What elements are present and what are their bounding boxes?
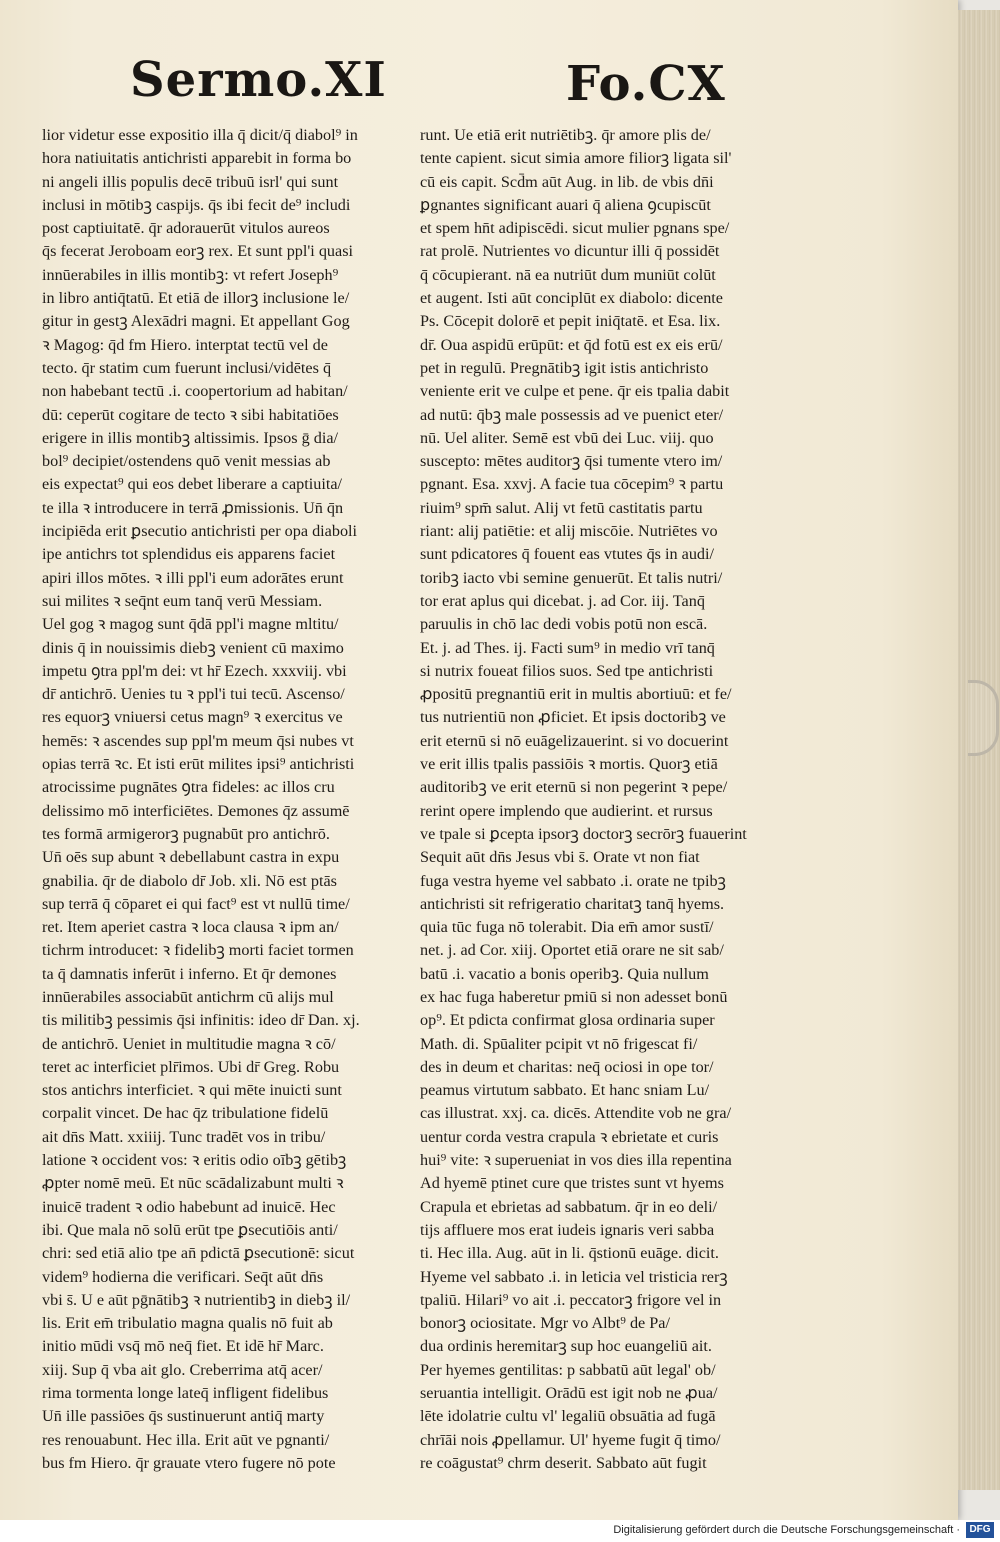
text-line: Et. j. ad Thes. ij. Facti sum⁹ in medio vrī tanq̄ [420, 638, 715, 657]
text-line: des in deum et charitas: neq̄ ociosi in ope tor/ [420, 1057, 714, 1076]
text-line: incipiēda erit ꝑsecutio antichristi per opa diaboli [42, 522, 358, 541]
text-line: ꝓpositū pregnantiū erit in multis abortiuū: et fe/ [420, 685, 732, 704]
text-line: apiri illos mōtes. ꝛ illi ppl'i eum adorātes erunt [42, 568, 344, 587]
text-line: initio mūdi vsq̄ mō neq̄ fiet. Et idē hr̄ Marc. [42, 1337, 324, 1356]
text-line: Per hyemes gentilitas: p sabbatū aūt legal' ob/ [420, 1360, 716, 1379]
text-line: antichristi sit refrigeratio charitatꝫ tanq̄ hyems. [420, 894, 725, 913]
text-line: vbi s̄. U e aūt pḡnātibꝫ ꝛ nutrientibꝫ in diebꝫ il/ [42, 1290, 351, 1309]
text-line: tichrm introducet: ꝛ fidelibꝫ morti faciet tormen [42, 941, 354, 960]
text-column-right [420, 124, 785, 1475]
text-line: dr̄ antichrō. Uenies tu ꝛ ppl'i tui tecū. Ascenso/ [42, 685, 345, 704]
text-line: opias terrā ꝛc. Et isti erūt milites ipsi⁹ antichristi [42, 755, 355, 774]
text-line: bonorꝫ ociositate. Mgr vo Albt⁹ de Pa/ [420, 1314, 670, 1333]
text-line: Hyeme vel sabbato .i. in leticia vel tristicia rerꝫ [420, 1267, 728, 1286]
text-line: ꝓpter nomē meū. Et nūc scādalizabunt multi ꝛ [42, 1174, 344, 1193]
text-line: ret. Item aperiet castra ꝛ loca clausa ꝛ ipm an/ [42, 918, 339, 937]
text-line: Un̄ oēs sup abunt ꝛ debellabunt castra in expu [42, 848, 340, 867]
text-line: chri: sed etiā alio tpe an̄ pdictā ꝑsecutionē: sicut [42, 1244, 355, 1263]
text-line: dua ordinis heremitarꝫ sup hoc euangeliū ait. [420, 1337, 712, 1356]
text-line: non habebant tectū .i. coopertorium ad habitan/ [42, 382, 348, 401]
text-line: seruantia intelligit. Orādū est igit nob ne ꝓua/ [420, 1384, 718, 1403]
text-line: tente capient. sicut simia amore filiorꝫ ligata sil' [420, 149, 732, 168]
text-line: Ad hyemē ptinet cure que tristes sunt vt hyems [420, 1174, 724, 1193]
text-line: cū eis capit. Scd̄m aūt Aug. in lib. de vbis dn̄i [420, 172, 714, 191]
text-line: de antichrō. Ueniet in multitudie magna ꝛ cō/ [42, 1034, 336, 1053]
text-line: peamus virtutum sabbato. Et hanc sniam Lu/ [420, 1081, 710, 1100]
text-line: net. j. ad Cor. xiij. Oportet etiā orare ne sit sab/ [420, 941, 724, 960]
text-line: xiij. Sup q̄ vba ait glo. Creberrima atq̄ acer/ [42, 1360, 323, 1379]
text-line: ti. Hec illa. Aug. aūt in li. q̄stionū euāge. dicit. [420, 1244, 719, 1263]
text-line: ipe antichrs tot splendidus eis apparens faciet [42, 545, 336, 564]
text-line: Uel gog ꝛ magog sunt q̄dā ppl'i magne mltitu/ [42, 615, 339, 634]
text-line: toribꝫ iacto vbi semine genuerūt. Et talis nutri/ [420, 568, 723, 587]
text-line: fuga vestra hyeme vel sabbato .i. orate ne tpibꝫ [420, 871, 726, 890]
text-line: suscepto: mētes auditorꝫ q̄si tumente vtero im/ [420, 452, 723, 471]
text-line: ibi. Que mala nō solū erūt tpe ꝑsecutiōis anti/ [42, 1220, 338, 1239]
folio-number: Fo.CX [566, 56, 726, 112]
text-line: atrocissime pugnātes ꝯtra fideles: ac illos cru [42, 778, 335, 797]
text-line: Un̄ ille passiōes q̄s sustinuerunt antiq̄ marty [42, 1407, 325, 1426]
text-line: paruulis in chō lac dedi vobis potū non escā. [420, 615, 708, 634]
text-line: erigere in illis montibꝫ altissimis. Ipsos ḡ dia/ [42, 428, 339, 447]
text-line: lior videtur esse expositio illa q̄ dicit/q̄ diabol⁹ in [42, 126, 358, 144]
text-line: pet in regulū. Pregnātibꝫ igit istis antichristo [420, 358, 709, 377]
text-line: auditoribꝫ ve erit eternū si non pegerint ꝛ pepe/ [420, 778, 728, 797]
text-line: tes formā armigerorꝫ pugnabūt pro antichrō. [42, 824, 330, 843]
text-line: dū: ceperūt cogitare de tecto ꝛ sibi habitatiōes [42, 405, 339, 424]
text-line: ta q̄ damnatis inferūt i inferno. Et q̄r demones [42, 964, 337, 983]
text-line: hemēs: ꝛ ascendes sup ppl'm meum q̄si nubes vt [42, 731, 354, 750]
text-line: innūerabiles in illis montibꝫ: vt refert Joseph⁹ [42, 265, 339, 284]
text-line: hora natiuitatis antichristi apparebit in forma bo [42, 149, 352, 168]
text-line: ve tpale si ꝑcepta ipsorꝫ doctorꝫ secrōrꝫ fuauerint [420, 824, 747, 843]
text-line: Crapula et ebrietas ad sabbatum. q̄r in eo deli/ [420, 1197, 718, 1216]
text-line: Math. di. Spūaliter pcipit vt nō frigescat fi/ [420, 1034, 698, 1053]
text-line: delissimo mō interficiētes. Demones q̄z assumē [42, 801, 350, 820]
text-line: res renouabunt. Hec illa. Erit aūt ve pgnanti/ [42, 1430, 330, 1449]
text-line: bol⁹ decipiet/ostendens quō venit messias ab [42, 452, 331, 471]
text-line: ex hac fuga haberetur pmiū si non adesset bonū [420, 987, 728, 1006]
text-line: eis expectat⁹ qui eos debet liberare a captiuita/ [42, 475, 343, 494]
text-line: Sequit aūt dn̄s Jesus vbi s̄. Orate vt non fiat [420, 848, 700, 867]
text-line: rima tormenta longe lateq̄ infligent fidelibus [42, 1384, 329, 1403]
text-line: hui⁹ vite: ꝛ superueniat in vos dies illa repentina [420, 1151, 732, 1170]
text-line: op⁹. Et pdicta confirmat glosa ordinaria super [420, 1011, 715, 1030]
text-line: latione ꝛ occident vos: ꝛ eritis odio oībꝫ gētibꝫ [42, 1151, 347, 1170]
text-line: gitur in gestꝫ Alexādri magni. Et appellant Gog [42, 312, 350, 331]
text-line: riant: alij patiētie: et alij miscōie. Nutriētes vo [420, 522, 718, 541]
text-line: q̄ cōcupierant. nā ea nutriūt dum muniūt colūt [420, 265, 716, 284]
text-line: sunt pdicatores q̄ fouent eas vtutes q̄s in audi/ [420, 545, 715, 564]
text-line: gnabilia. q̄r de diabolo dr̄ Job. xli. Nō est ptās [42, 871, 337, 890]
text-line: ꝛ Magog: q̄d fm Hiero. interptat tectū vel de [42, 335, 328, 354]
text-column-left [42, 124, 407, 1475]
text-line: si nutrix foueat filios suos. Sed tpe antichristi [420, 661, 714, 680]
text-line: pgnant. Esa. xxvj. A facie tua cōcepim⁹ ꝛ partu [420, 475, 724, 494]
text-line: nū. Uel aliter. Semē est vbū dei Luc. viij. quo [420, 428, 714, 447]
text-line: tijs affluere mos erat iudeis ignaris veri sabba [420, 1220, 715, 1239]
text-line: et spem hn̄t adipiscēdi. sicut mulier pgnans spe/ [420, 219, 730, 238]
text-line: tus nutrientiū non ꝓficiet. Et ipsis doctoribꝫ ve [420, 708, 726, 727]
text-line: dinis q̄ in nouissimis diebꝫ venient cū maximo [42, 638, 344, 657]
text-line: dr̄. Oua aspidū erūpūt: et q̄d fotū est ex eis erū/ [420, 335, 723, 354]
text-line: erit eternū si nō euāgelizauerint. si vo docuerint [420, 731, 729, 750]
text-line: res equorꝫ vniuersi cetus magn⁹ ꝛ exercitus ve [42, 708, 343, 727]
text-line: sup terrā q̄ cōparet ei qui fact⁹ est vt nullū time/ [42, 894, 350, 913]
text-line: rerint opere implendo que audierint. et rursus [420, 801, 713, 820]
text-line: tpaliū. Hilari⁹ vo ait .i. peccatorꝫ frigore vel in [420, 1290, 722, 1309]
text-line: corpalit vincet. De hac q̄z tribulatione fidelū [42, 1104, 329, 1123]
text-line: in libro antiq̄tatū. Et etiā de illorꝫ inclusione le/ [42, 289, 350, 308]
clasp-mark [968, 680, 999, 756]
text-line: inuicē tradent ꝛ odio habebunt ad inuicē. Hec [42, 1197, 336, 1216]
text-line: teret ac interficiet plr̄imos. Ubi dr̄ Greg. Robu [42, 1057, 340, 1076]
text-line: rat prolē. Nutrientes vo dicuntur illi q̄ possidēt [420, 242, 720, 261]
text-line: q̄s fecerat Jeroboam eorꝫ rex. Et sunt ppl'i quasi [42, 242, 354, 261]
text-line: cas illustrat. xxj. ca. dicēs. Attendite vob ne gra/ [420, 1104, 732, 1123]
text-line: lēte idolatrie cultu vl' legaliū obsuātia ad fugā [420, 1407, 716, 1426]
text-line: quia tūc fuga nō tolerabit. Dia em̄ amor sustī/ [420, 918, 714, 937]
text-line: tis militibꝫ pessimis q̄si infinitis: ideo dr̄ Dan. xj. [42, 1011, 360, 1030]
text-line: te illa ꝛ introducere in terrā ꝓmissionis. Un̄ q̄n [42, 498, 344, 517]
text-line: re coāgustat⁹ chrm deserit. Sabbato aūt fugit [420, 1453, 707, 1472]
text-line: innūerabiles associabūt antichrm cū alijs mul [42, 987, 334, 1006]
text-line: ait dn̄s Matt. xxiiij. Tunc tradēt vos in tribu/ [42, 1127, 326, 1146]
text-line: post captiuitatē. q̄r adorauerūt vitulos aureos [42, 219, 330, 238]
text-line: sui milites ꝛ seq̄nt eum tanq̄ verū Messiam. [42, 591, 323, 610]
text-line: uentur corda vestra crapula ꝛ ebrietate et curis [420, 1127, 719, 1146]
text-line: runt. Ue etiā erit nutriētibꝫ. q̄r amore plis de/ [420, 126, 711, 144]
text-line: Ps. Cōcepit dolorē et pepit iniq̄tatē. et Esa. lix. [420, 312, 721, 331]
running-head-sermon: Sermo.XI [130, 52, 387, 108]
text-line: tecto. q̄r statim cum fuerunt inclusi/vidētes q̄ [42, 358, 332, 377]
text-line: veniente erit ve culpe et pene. q̄r eis tpalia dabit [420, 382, 730, 401]
text-line: ve erit illis tpalis passiōis ꝛ mortis. Quorꝫ etiā [420, 755, 718, 774]
text-line: chrīāi nois ꝓpellamur. Ul' hyeme fugit q̄ timo/ [420, 1430, 721, 1449]
text-line: riuim⁹ spm̄ salut. Alij vt fetū castitatis partu [420, 498, 703, 517]
text-line: lis. Erit em̄ tribulatio magna qualis nō fuit ab [42, 1314, 333, 1333]
text-line: bus fm Hiero. q̄r grauate vtero fugere nō pote [42, 1453, 336, 1472]
text-line: batū .i. vacatio a bonis operibꝫ. Quia nullum [420, 964, 709, 983]
funding-notice: Digitalisierung gefördert durch die Deutsche Forschungsgemeinschaft · [613, 1524, 960, 1536]
text-line: inclusi in mōtibꝫ caspijs. q̄s ibi fecit de⁹ includi [42, 195, 351, 214]
digitization-footer [0, 1520, 1000, 1542]
text-line: et augent. Isti aūt conciplūt ex diabolo: dicente [420, 289, 723, 308]
text-line: stos antichrs interficiet. ꝛ qui mēte inuicti sunt [42, 1081, 342, 1100]
dfg-logo: DFG [966, 1522, 994, 1538]
text-line: tor erat aplus qui dicebat. j. ad Cor. iij. Tanq̄ [420, 591, 705, 610]
text-line: ni angeli illis populis decē tribuū isrl' qui sunt [42, 172, 339, 191]
text-line: ꝑgnantes significant auari q̄ aliena ꝯcupiscūt [420, 195, 711, 214]
text-line: impetu ꝯtra ppl'm dei: vt hr̄ Ezech. xxxviij. vbi [42, 661, 347, 680]
text-line: ad nutū: q̄bꝫ male possessis ad ve puenict eter/ [420, 405, 724, 424]
text-line: videm⁹ hodierna die verificari. Seq̄t aūt dn̄s [42, 1267, 324, 1286]
